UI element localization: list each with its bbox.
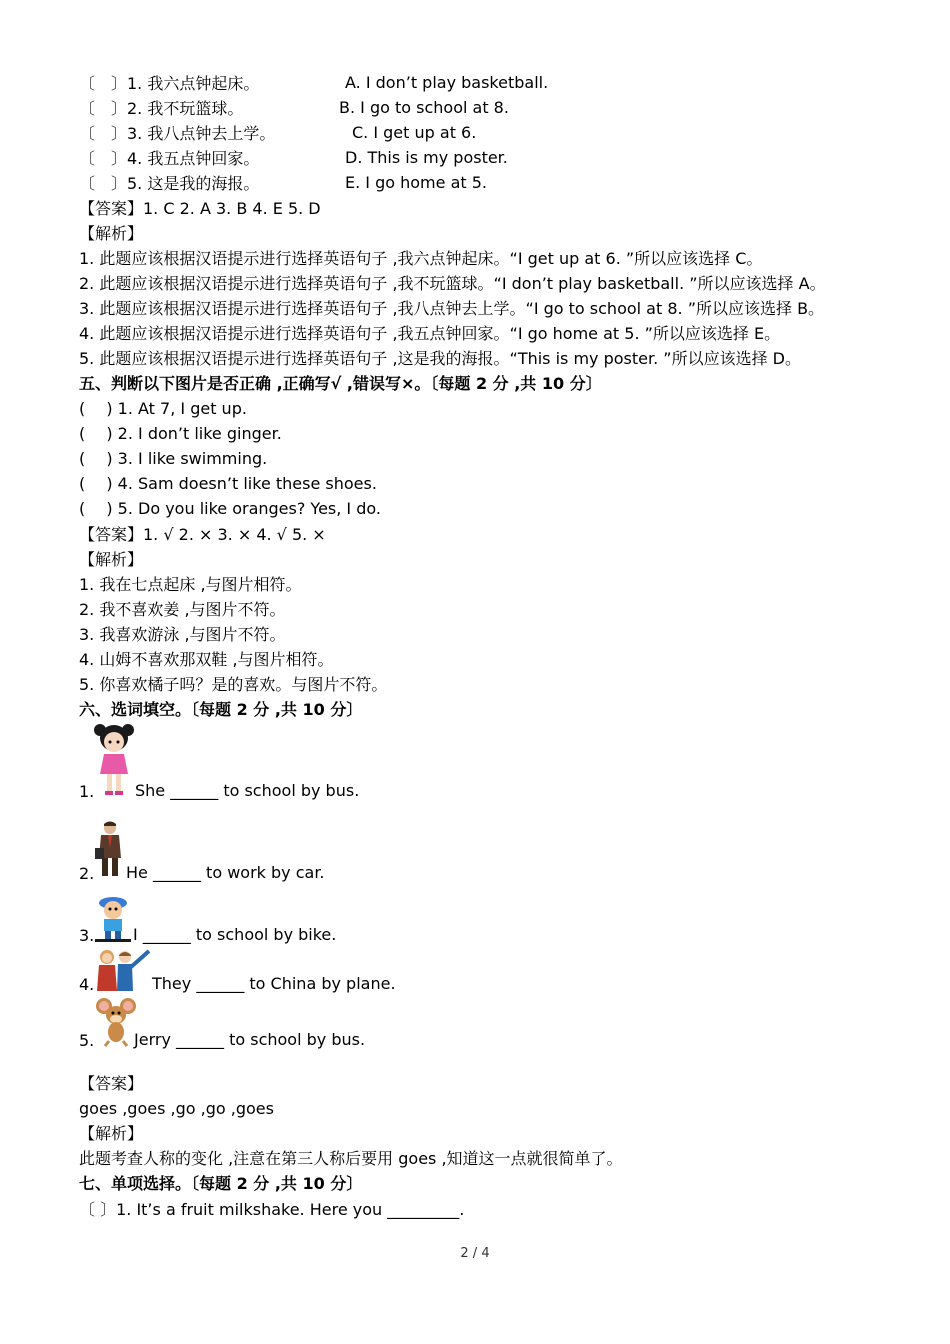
jerry-mouse-picture [95, 997, 137, 1047]
match-item-cn: 〔 〕2. 我不玩篮球。 [79, 99, 244, 118]
girl-picture [92, 722, 136, 798]
match-item-en: D. This is my poster. [345, 148, 508, 167]
judge-item: ( ) 4. Sam doesn’t like these shoes. [79, 474, 377, 493]
page-number: 2 / 4 [460, 1246, 490, 1261]
section-title: 七、单项选择。〔每题 2 分 ,共 10 分〕 [79, 1174, 363, 1193]
analysis-heading: 【解析】 [79, 224, 144, 243]
analysis-line: 3. 我喜欢游泳 ,与图片不符。 [79, 625, 286, 644]
match-item-en: A. I don’t play basketball. [345, 73, 549, 92]
section-title: 五、判断以下图片是否正确 ,正确写√ ,错误写×。〔每题 2 分 ,共 10 分〕 [79, 374, 602, 393]
match-item-cn: 〔 〕3. 我八点钟去上学。 [79, 124, 276, 143]
choice-question: 〔 〕1. It’s a fruit milkshake. Here you _________. [79, 1200, 465, 1219]
fill-item-number: 1. [79, 782, 95, 801]
answer-line: 【答案】1. √ 2. × 3. × 4. √ 5. × [79, 525, 326, 544]
fill-item-number: 5. [79, 1031, 95, 1050]
fill-item-sentence: Jerry ______ to school by bus. [134, 1030, 366, 1049]
analysis-line: 1. 此题应该根据汉语提示进行选择英语句子 ,我六点钟起床。“I get up at 6. ”所以应该选择 C。 [79, 249, 763, 268]
analysis-line: 2. 此题应该根据汉语提示进行选择英语句子 ,我不玩篮球。“I don’t play basketball. ”所以应该选择 A。 [79, 274, 826, 293]
cartoon-boy-picture [93, 895, 133, 943]
fill-item-sentence: They ______ to China by plane. [152, 974, 396, 993]
analysis-line: 2. 我不喜欢姜 ,与图片不符。 [79, 600, 286, 619]
answer-line: 【答案】1. C 2. A 3. B 4. E 5. D [79, 199, 321, 218]
fill-item-sentence: He ______ to work by car. [126, 863, 325, 882]
match-item-en: E. I go home at 5. [345, 173, 487, 192]
analysis-heading: 【解析】 [79, 550, 144, 569]
match-item-cn: 〔 〕1. 我六点钟起床。 [79, 74, 260, 93]
analysis-line: 4. 山姆不喜欢那双鞋 ,与图片相符。 [79, 650, 334, 669]
fill-item-sentence: She ______ to school by bus. [135, 781, 360, 800]
analysis-heading: 【解析】 [79, 1124, 144, 1143]
match-item-cn: 〔 〕5. 这是我的海报。 [79, 174, 260, 193]
fill-item-number: 4. [79, 975, 95, 994]
match-item-en: C. I get up at 6. [352, 123, 477, 142]
fill-item-sentence: I ______ to school by bike. [133, 925, 337, 944]
answer-heading: 【答案】 [79, 1074, 144, 1093]
match-item-cn: 〔 〕4. 我五点钟回家。 [79, 149, 260, 168]
businessman-picture [93, 820, 127, 880]
analysis-line: 5. 此题应该根据汉语提示进行选择英语句子 ,这是我的海报。“This is my poster. ”所以应该选择 D。 [79, 349, 801, 368]
judge-item: ( ) 3. I like swimming. [79, 449, 268, 468]
analysis-line: 此题考查人称的变化 ,注意在第三人称后要用 goes ,知道这一点就很简单了。 [79, 1149, 623, 1168]
analysis-line: 3. 此题应该根据汉语提示进行选择英语句子 ,我八点钟去上学。“I go to school at 8. ”所以应该选择 B。 [79, 299, 825, 318]
analysis-line: 5. 你喜欢橘子吗？是的喜欢。与图片不符。 [79, 675, 388, 694]
match-item-en: B. I go to school at 8. [339, 98, 509, 117]
judge-item: ( ) 2. I don’t like ginger. [79, 424, 282, 443]
fill-item-number: 2. [79, 864, 95, 883]
analysis-line: 1. 我在七点起床 ,与图片相符。 [79, 575, 302, 594]
answer-line: goes ,goes ,go ,go ,goes [79, 1099, 274, 1118]
couple-picture [95, 947, 151, 993]
judge-item: ( ) 1. At 7, I get up. [79, 399, 247, 418]
judge-item: ( ) 5. Do you like oranges? Yes, I do. [79, 499, 381, 518]
section-title: 六、选词填空。〔每题 2 分 ,共 10 分〕 [79, 700, 363, 719]
analysis-line: 4. 此题应该根据汉语提示进行选择英语句子 ,我五点钟回家。“I go home at 5. ”所以应该选择 E。 [79, 324, 781, 343]
fill-item-number: 3. [79, 926, 95, 945]
